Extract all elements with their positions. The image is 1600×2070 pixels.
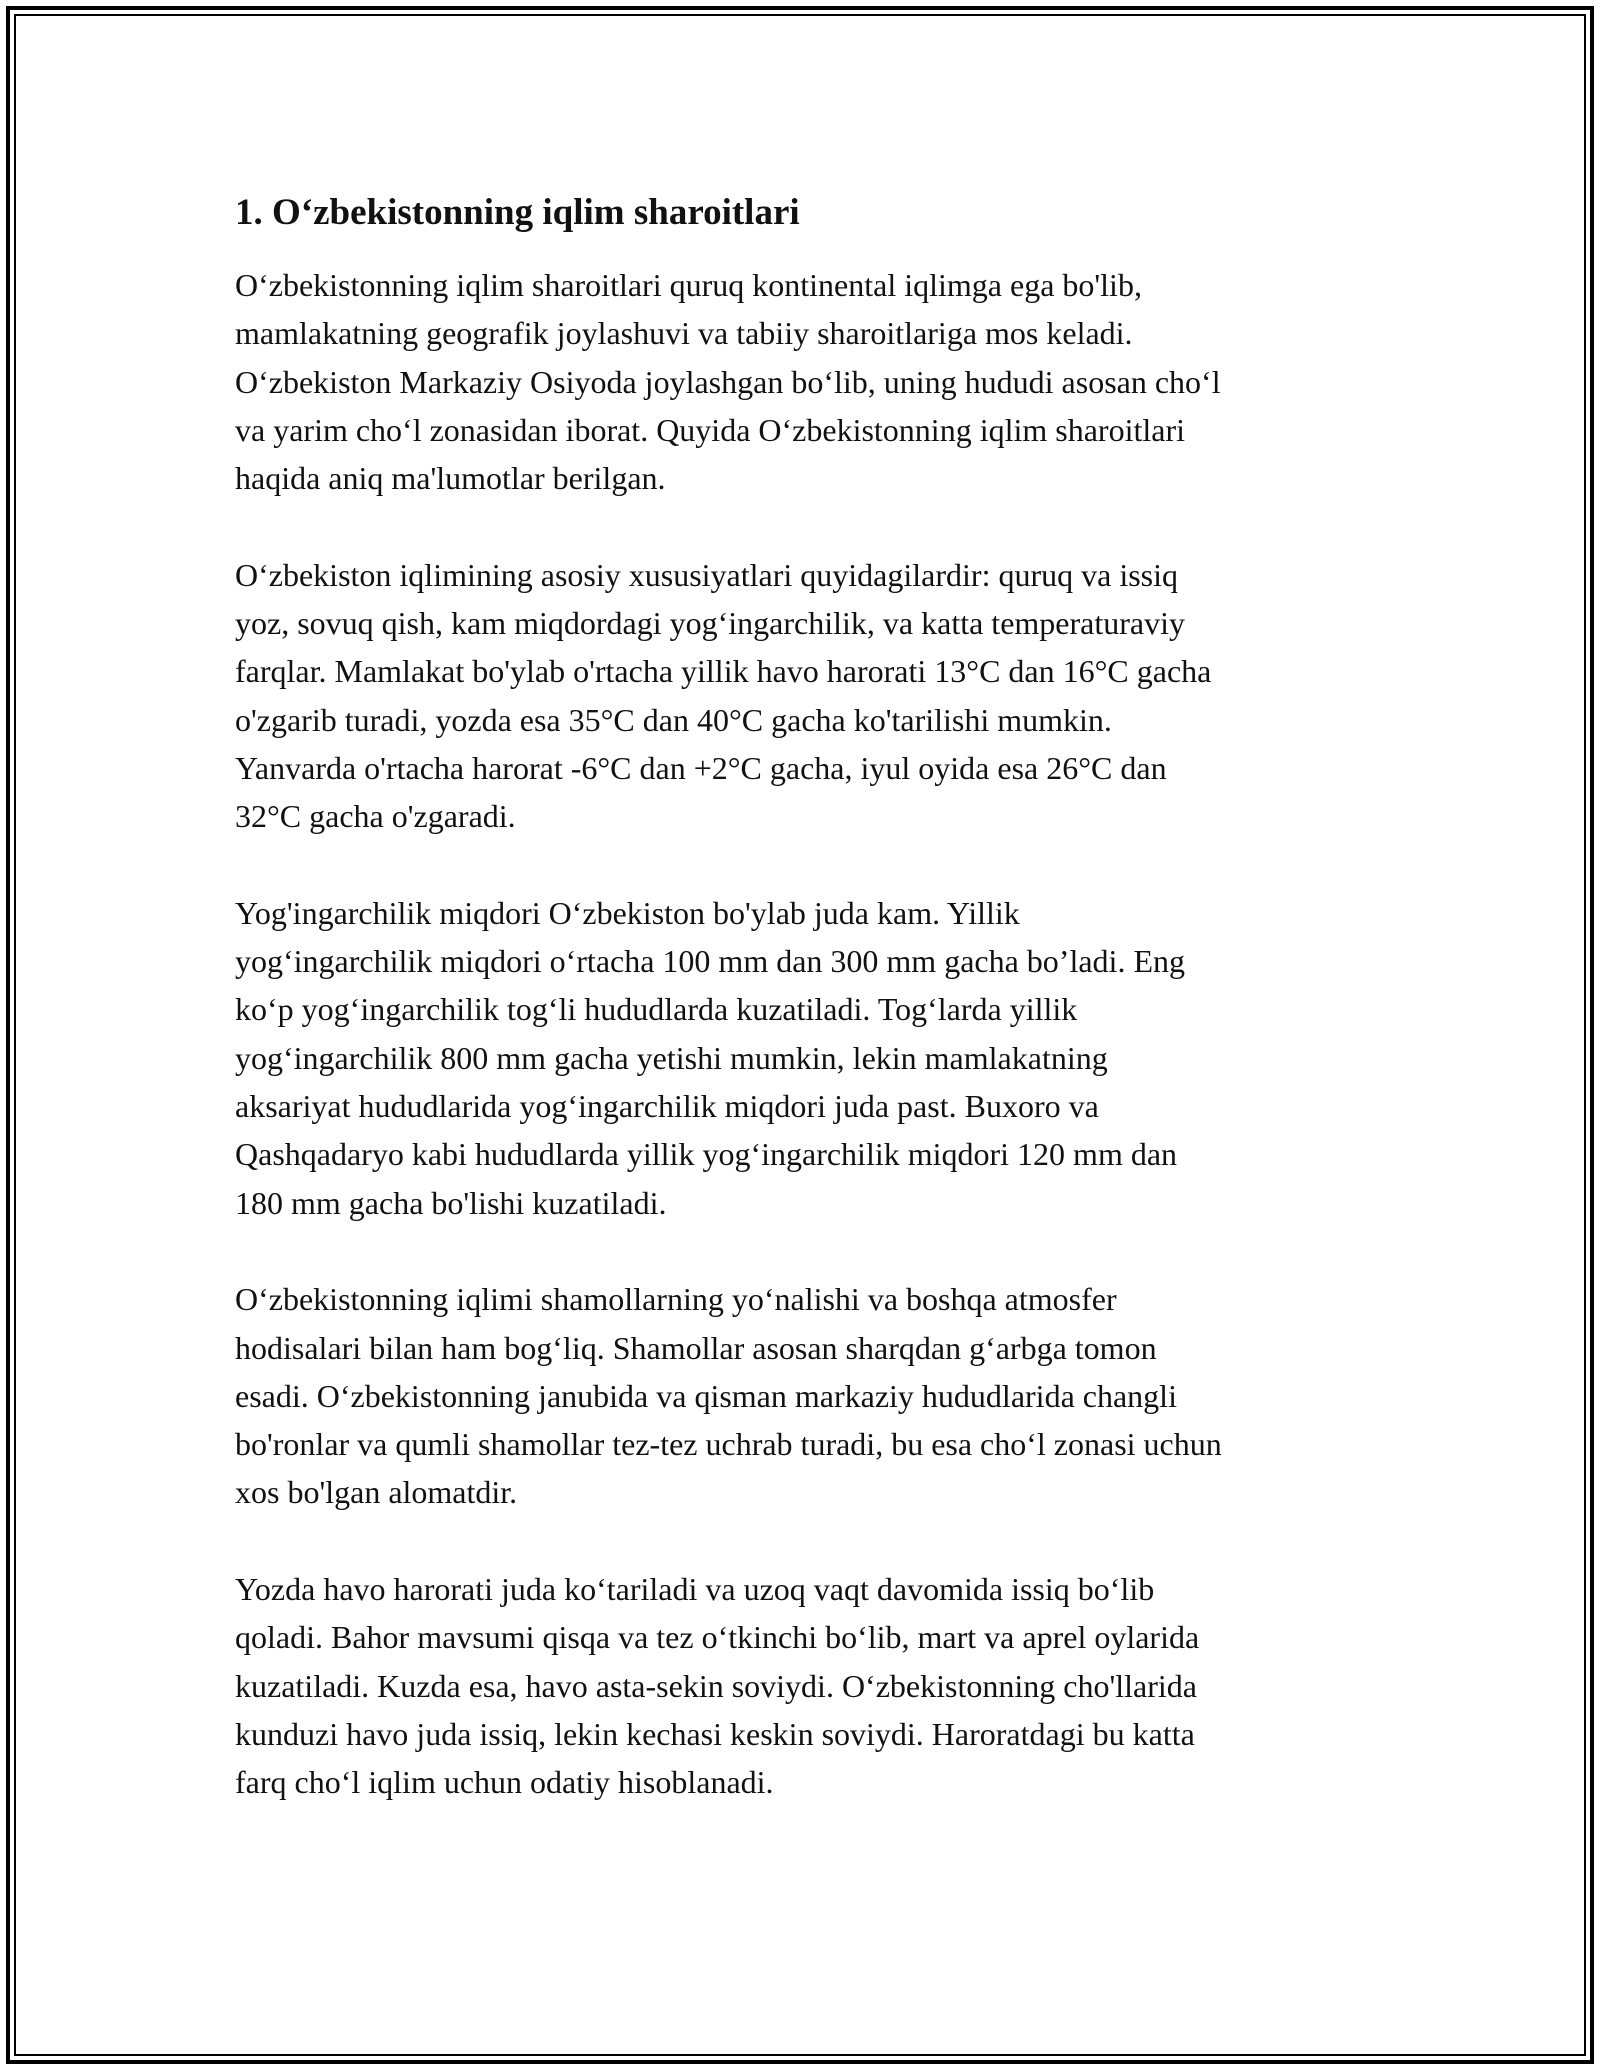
text-line: O‘zbekiston iqlimining asosiy xususiyatlari quyidagilardir: quruq va issiq bbox=[235, 556, 1178, 593]
paragraph-winds bbox=[235, 1275, 1370, 1516]
paragraph-climate-features bbox=[235, 551, 1370, 841]
text-line: farq cho‘l iqlim uchun odatiy hisoblanadi. bbox=[235, 1764, 774, 1801]
text-line: xos bo'lgan alomatdir. bbox=[235, 1474, 518, 1511]
text-line: hodisalari bilan ham bog‘liq. Shamollar asosan sharqdan g‘arbga tomon bbox=[235, 1329, 1157, 1366]
text-line: 180 mm gacha bo'lishi kuzatiladi. bbox=[235, 1184, 667, 1221]
text-line: Yozda havo harorati juda ko‘tariladi va uzoq vaqt davomida issiq bo‘lib bbox=[235, 1571, 1155, 1608]
text-line: Yanvarda o'rtacha harorat -6°C dan +2°C gacha, iyul oyida esa 26°C dan bbox=[235, 749, 1167, 786]
document-heading: 1. O‘zbekistonning iqlim sharoitlari bbox=[235, 192, 800, 233]
text-line: mamlakatning geografik joylashuvi va tabiiy sharoitlariga mos keladi. bbox=[235, 315, 1133, 352]
document-body bbox=[235, 185, 1370, 1855]
text-line: o'zgarib turadi, yozda esa 35°C dan 40°C gacha ko'tarilishi mumkin. bbox=[235, 701, 1112, 738]
text-line: O‘zbekistonning iqlimi shamollarning yo‘nalishi va boshqa atmosfer bbox=[235, 1281, 1117, 1318]
text-line: yog‘ingarchilik miqdori o‘rtacha 100 mm dan 300 mm gacha bo’ladi. Eng bbox=[235, 943, 1185, 980]
text-line: 32°C gacha o'zgaradi. bbox=[235, 798, 516, 835]
text-line: aksariyat hududlarida yog‘ingarchilik miqdori juda past. Buxoro va bbox=[235, 1088, 1099, 1125]
text-line: bo'ronlar va qumli shamollar tez-tez uchrab turadi, bu esa cho‘l zonasi uchun bbox=[235, 1426, 1222, 1463]
text-line: O‘zbekiston Markaziy Osiyoda joylashgan bo‘lib, uning hududi asosan cho‘l bbox=[235, 363, 1221, 400]
text-line: O‘zbekistonning iqlim sharoitlari quruq kontinental iqlimga ega bo'lib, bbox=[235, 267, 1142, 303]
text-line: qoladi. Bahor mavsumi qisqa va tez o‘tkinchi bo‘lib, mart va aprel oylarida bbox=[235, 1619, 1200, 1656]
text-line: esadi. O‘zbekistonning janubida va qisman markaziy hududlarida changli bbox=[235, 1377, 1177, 1414]
text-line: ko‘p yog‘ingarchilik tog‘li hududlarda kuzatiladi. Tog‘larda yillik bbox=[235, 991, 1078, 1028]
text-line: yog‘ingarchilik 800 mm gacha yetishi mumkin, lekin mamlakatning bbox=[235, 1039, 1108, 1076]
text-line: yoz, sovuq qish, kam miqdordagi yog‘ingarchilik, va katta temperaturaviy bbox=[235, 605, 1185, 642]
text-line: kuzatiladi. Kuzda esa, havo asta-sekin soviydi. O‘zbekistonning cho'llarida bbox=[235, 1667, 1197, 1704]
paragraph-intro bbox=[235, 261, 1370, 502]
text-line: Yog'ingarchilik miqdori O‘zbekiston bo'ylab juda kam. Yillik bbox=[235, 894, 1020, 931]
text-line: Qashqadaryo kabi hududlarda yillik yog‘ingarchilik miqdori 120 mm dan bbox=[235, 1136, 1178, 1173]
paragraph-seasons bbox=[235, 1565, 1370, 1806]
text-line: va yarim cho‘l zonasidan iborat. Quyida O‘zbekistonning iqlim sharoitlari bbox=[235, 411, 1185, 448]
text-line: farqlar. Mamlakat bo'ylab o'rtacha yillik havo harorati 13°C dan 16°C gacha bbox=[235, 653, 1212, 690]
text-line: kunduzi havo juda issiq, lekin kechasi keskin soviydi. Haroratdagi bu katta bbox=[235, 1715, 1195, 1752]
text-line: haqida aniq ma'lumotlar berilgan. bbox=[235, 460, 666, 497]
paragraph-precipitation bbox=[235, 889, 1370, 1227]
